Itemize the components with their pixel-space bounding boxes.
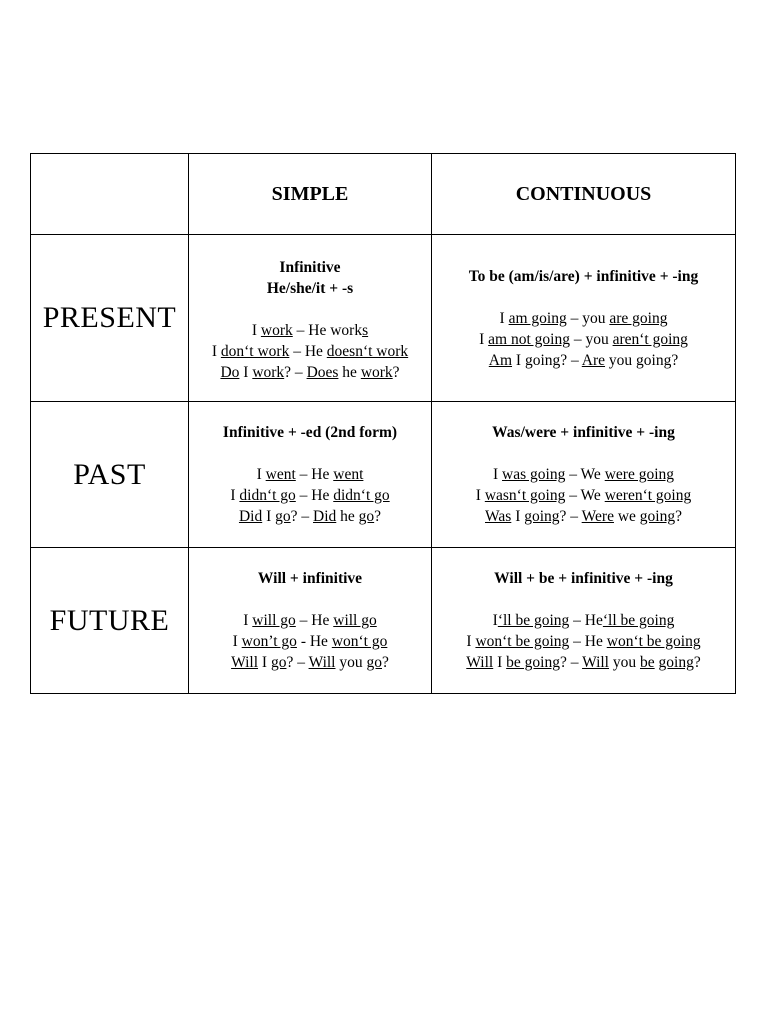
underlined-segment: go — [270, 654, 287, 671]
text-segment: – He — [569, 612, 603, 629]
rule-line: To be (am/is/are) + infinitive + -ing — [468, 267, 699, 285]
text-segment: I — [230, 487, 240, 504]
text-segment: ? – — [559, 654, 583, 671]
row-header-present: PRESENT — [31, 235, 189, 402]
underlined-segment: Will — [231, 654, 259, 671]
text-segment: I — [511, 508, 525, 525]
text-segment: I — [492, 612, 498, 629]
text-segment: – He — [569, 633, 607, 650]
spacer — [189, 589, 431, 610]
example-line — [189, 506, 431, 527]
underlined-segment: Does — [306, 364, 339, 381]
underlined-segment: am not going — [488, 330, 570, 348]
tense-row-future — [31, 548, 736, 694]
text-segment: – you — [566, 309, 610, 327]
example-line — [432, 631, 735, 652]
underlined-segment: Did — [313, 508, 337, 525]
underlined-segment: be going — [506, 654, 560, 671]
underlined-segment: go — [358, 508, 375, 525]
underlined-segment: work — [360, 364, 393, 381]
example-line — [432, 329, 735, 350]
underlined-segment: going — [658, 654, 694, 671]
example-line — [432, 464, 735, 485]
underlined-segment: Will — [582, 654, 609, 671]
example-line — [189, 320, 431, 341]
column-header-continuous: CONTINUOUS — [432, 154, 736, 235]
text-segment: – We — [565, 466, 605, 483]
text-segment: I going? – — [512, 351, 582, 369]
text-segment: ? – — [286, 654, 309, 671]
example-line — [189, 610, 431, 631]
tense-row-present — [31, 235, 736, 402]
rule-line: Infinitive — [279, 259, 341, 276]
underlined-segment: will go — [252, 612, 296, 629]
text-segment: ? – — [284, 364, 307, 381]
underlined-segment: Are — [581, 351, 606, 369]
example-line — [432, 506, 735, 527]
text-segment: – He — [295, 466, 334, 483]
underlined-segment: weren‘t going — [604, 487, 692, 504]
spacer — [189, 443, 431, 464]
text-segment: I — [499, 309, 509, 327]
underlined-segment: will go — [333, 612, 377, 629]
spacer — [432, 443, 735, 464]
text-segment: - He — [296, 633, 332, 650]
rule-line: Will + infinitive — [257, 570, 363, 587]
text-segment: – He — [295, 612, 334, 629]
underlined-segment: won‘t go — [331, 633, 388, 650]
underlined-segment: ‘ll be going — [602, 612, 675, 629]
example-line — [189, 362, 431, 383]
text-segment: ? – — [559, 508, 582, 525]
text-segment: he — [338, 364, 361, 381]
example-line — [432, 350, 735, 371]
text-segment: ? – — [290, 508, 314, 525]
example-line — [189, 341, 431, 362]
example-line — [189, 464, 431, 485]
underlined-segment: are going — [609, 309, 668, 327]
underlined-segment: went — [265, 466, 296, 483]
text-segment: – He — [289, 343, 327, 360]
example-line — [432, 308, 735, 329]
text-segment: I — [258, 654, 271, 671]
underlined-segment: won‘t be going — [475, 633, 570, 650]
example-line — [189, 485, 431, 506]
text-segment: I — [466, 633, 476, 650]
spacer — [432, 287, 735, 308]
underlined-segment: aren‘t going — [612, 330, 688, 348]
corner-cell — [31, 154, 189, 235]
underlined-segment: Was — [485, 508, 512, 525]
text-segment: I — [479, 330, 489, 348]
underlined-segment: Did — [238, 508, 263, 525]
row-header-future: FUTURE — [31, 548, 189, 694]
underlined-segment: go — [275, 508, 291, 525]
underlined-segment: work — [260, 322, 293, 339]
underlined-segment: won’t go — [241, 633, 297, 650]
rule-line: He/she/it + -s — [266, 280, 354, 297]
text-segment: I — [232, 633, 242, 650]
column-header-simple: SIMPLE — [189, 154, 432, 235]
cell-future-simple — [189, 548, 432, 694]
text-segment: I — [475, 487, 485, 504]
underlined-segment: ‘ll be going — [497, 612, 570, 629]
underlined-segment: going — [524, 508, 560, 525]
example-line — [432, 652, 735, 673]
spacer — [189, 299, 431, 320]
underlined-segment: s — [362, 322, 369, 339]
tense-table — [30, 153, 736, 694]
cell-present-continuous — [432, 235, 736, 402]
example-line — [189, 631, 431, 652]
text-segment: I — [256, 466, 266, 483]
row-header-past: PAST — [31, 402, 189, 548]
underlined-segment: Were — [581, 508, 614, 525]
underlined-segment: didn‘t go — [333, 487, 390, 504]
rule-line: Infinitive + -ed (2nd form) — [222, 424, 398, 441]
underlined-segment: was going — [502, 466, 566, 483]
underlined-segment: doesn‘t work — [326, 343, 409, 360]
text-segment: – We — [565, 487, 605, 504]
cell-present-simple — [189, 235, 432, 402]
text-segment: ? — [382, 654, 389, 671]
text-segment: I — [239, 364, 253, 381]
text-segment: ? — [693, 654, 701, 671]
rule-line: Will + be + infinitive + -ing — [494, 570, 673, 587]
underlined-segment: didn‘t go — [239, 487, 296, 504]
tense-row-past — [31, 402, 736, 548]
example-line — [432, 485, 735, 506]
text-segment: I — [262, 508, 276, 525]
underlined-segment: won‘t be going — [606, 633, 701, 650]
underlined-segment: Will — [308, 654, 336, 671]
rule-line: Was/were + infinitive + -ing — [492, 424, 675, 441]
text-segment: ? — [675, 508, 682, 525]
underlined-segment: go — [366, 654, 382, 671]
text-segment: I — [492, 466, 503, 483]
example-line — [189, 652, 431, 673]
underlined-segment: Will — [466, 654, 494, 671]
example-line — [432, 610, 735, 631]
text-segment: ? — [374, 508, 382, 525]
text-segment: ? — [392, 364, 400, 381]
text-segment: he — [336, 508, 359, 525]
text-segment: I — [211, 343, 221, 360]
text-segment: I — [251, 322, 261, 339]
underlined-segment: wasn‘t going — [484, 487, 566, 504]
text-segment: – He — [295, 487, 334, 504]
underlined-segment: were going — [604, 466, 674, 483]
underlined-segment: Do — [220, 364, 240, 381]
underlined-segment: going — [639, 508, 676, 525]
text-segment: you — [609, 654, 640, 671]
text-segment: you — [335, 654, 367, 671]
text-segment: – you — [569, 330, 613, 348]
underlined-segment: went — [333, 466, 364, 483]
underlined-segment: work — [252, 364, 285, 381]
text-segment: you going? — [605, 351, 679, 369]
header-row — [31, 154, 736, 235]
cell-future-continuous — [432, 548, 736, 694]
cell-past-simple — [189, 402, 432, 548]
spacer — [432, 589, 735, 610]
underlined-segment: be — [640, 654, 655, 671]
cell-past-continuous — [432, 402, 736, 548]
underlined-segment: don‘t work — [220, 343, 290, 360]
text-segment: I — [493, 654, 507, 671]
text-segment: we — [613, 508, 640, 525]
underlined-segment: Am — [488, 351, 513, 369]
text-segment: – He work — [292, 322, 363, 339]
text-segment: I — [243, 612, 253, 629]
underlined-segment: am going — [508, 309, 567, 327]
